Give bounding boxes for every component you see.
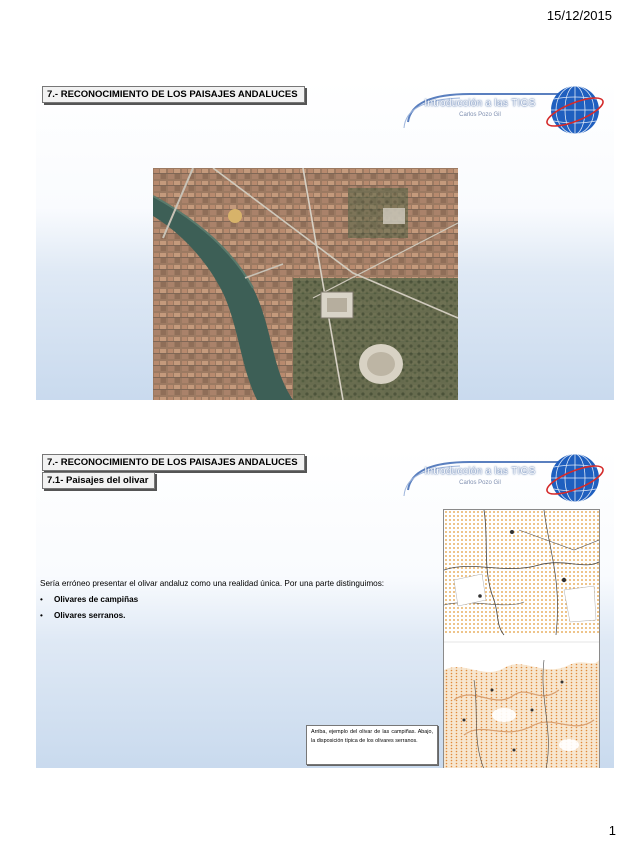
slide-2	[36, 448, 614, 768]
page-number: 1	[608, 823, 616, 838]
slide-title: 7.- RECONOCIMIENTO DE LOS PAISAJES ANDALUCES	[42, 86, 305, 103]
slide-1	[36, 80, 614, 400]
logo-title: Introducción a las TIGS	[424, 466, 536, 477]
body-text: Sería erróneo presentar el olivar andaluz como una realidad única. Por una parte distinguimos:	[40, 579, 385, 588]
aerial-city-photo	[153, 168, 458, 400]
globe-icon	[544, 82, 606, 138]
course-logo	[400, 82, 606, 138]
globe-icon	[544, 450, 606, 506]
bullet-item: • Olivares serranos.	[40, 611, 138, 620]
logo-subtitle: Carlos Pozo Gil	[459, 480, 501, 486]
course-logo	[400, 450, 606, 506]
campina-map	[444, 510, 599, 635]
bullet-item: • Olivares de campiñas	[40, 595, 138, 604]
slide-subtitle: 7.1- Paisajes del olivar	[42, 472, 155, 489]
olive-grove-maps	[443, 509, 600, 768]
bullet-list	[40, 595, 138, 627]
image-caption: Arriba, ejemplo del olivar de las campiñas. Abajo, la disposición típica de los olivares serranos.	[306, 725, 438, 765]
logo-subtitle: Carlos Pozo Gil	[459, 112, 501, 118]
logo-title: Introducción a las TIGS	[424, 98, 536, 109]
sierra-map	[444, 650, 599, 768]
slide-title: 7.- RECONOCIMIENTO DE LOS PAISAJES ANDALUCES	[42, 454, 305, 471]
print-date: 15/12/2015	[546, 8, 612, 23]
